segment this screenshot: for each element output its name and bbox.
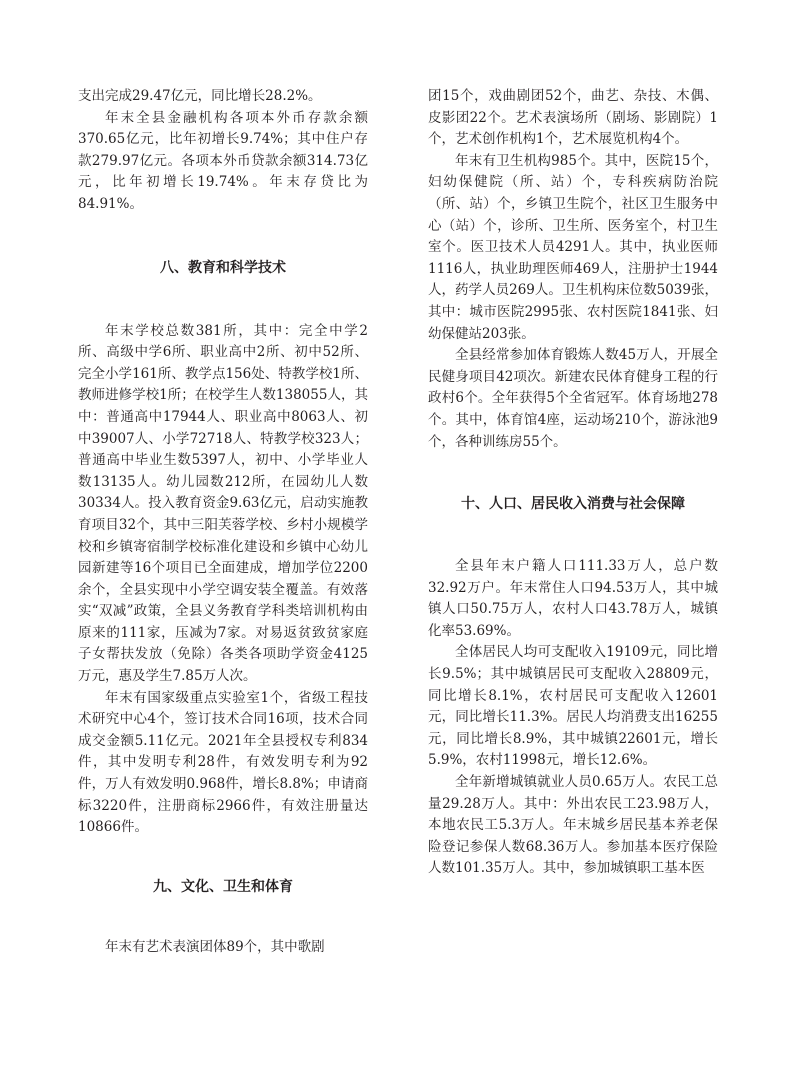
paragraph-employment-insurance: 全年新增城镇就业人员0.65万人。农民工总量29.28万人。其中：外出农民工23.98万人，本地农民工5.3万人。年末城乡居民基本养老保险登记参保人数68.36万人。参加基本医疗保险人数101.35万人。其中，参加城镇职工基本医 <box>428 774 718 877</box>
heading-population-income: 十、人口、居民收入消费与社会保障 <box>461 496 685 513</box>
heading-culture-health-sports: 九、文化、卫生和体育 <box>153 878 293 895</box>
paragraph-art-troupes: 年末有艺术表演团体89个，其中歌剧 <box>105 938 325 955</box>
paragraph-population: 全县年末户籍人口111.33万人，总户数32.92万户。年末常住人口94.53万人，其中城镇人口50.75万人，农村人口43.78万人，城镇化率53.69%。 <box>428 558 718 639</box>
heading-education-science: 八、教育和科学技术 <box>160 259 286 276</box>
left-column <box>78 86 368 958</box>
paragraph-health-institutions: 年末有卫生机构985个。其中，医院15个，妇幼保健院（所、站）个，专科疾病防治院（所、站）个，乡镇卫生院个，社区卫生服务中心（站）个，诊所、卫生所、医务室个，村卫生室个。医卫技术人员4291人。其中，执业医师1116人，执业助理医师469人，注册护士1944人，药学人员269人。卫生机构床位数5039张，其中：城市医院2995张、农村医院1841张、妇幼保健站203张。 <box>428 152 718 342</box>
paragraph-science-technology: 年末有国家级重点实验室1个，省级工程技术研究中心4个，签订技术合同16项，技术合同成交金额5.11亿元。2021年全县授权专利834件，其中发明专利28件，有效发明专利为92件，万人有效发明0.968件，增长8.8%；申请商标3220件，注册商标2966件，有效注册量达10866件。 <box>78 689 368 836</box>
paragraph-financial-deposits: 年末全县金融机构各项本外币存款余额370.65亿元，比年初增长9.74%；其中住户存款279.97亿元。各项本外币贷款余额314.73亿元，比年初增长19.74%。年末存贷比为84.91%。 <box>78 109 368 212</box>
paragraph-art-troupes-continued: 团15个，戏曲剧团52个，曲艺、杂技、木偶、皮影团22个。艺术表演场所（剧场、影剧院）1个，艺术创作机构1个，艺术展览机构4个。 <box>428 88 718 148</box>
paragraph-income-consumption: 全体居民人均可支配收入19109元，同比增长9.5%；其中城镇居民可支配收入28809元，同比增长8.1%，农村居民可支配收入12601元，同比增长11.3%。居民人均消费支出16255元，同比增长8.9%，其中城镇22601元，增长5.9%，农村11998元，增长12.6%。 <box>428 644 718 769</box>
right-column <box>428 86 718 880</box>
paragraph-fiscal-expenditure: 支出完成29.47亿元，同比增长28.2%。 <box>78 88 322 104</box>
paragraph-schools: 年末学校总数381所，其中：完全中学2所、高级中学6所、职业高中2所、初中52所、完全小学161所、教学点156处、特教学校1所、教师进修学校1所；在校学生人数138055人，其中：普通高中17944人、职业高中8063人、初中39007人、小学72718人、特教学校323人；普通高中毕业生数5397人，初中、小学毕业人数13135人。幼儿园数212所，在园幼儿人数30334人。投入教育资金9.63亿元，启动实施教育项目32个，其中三阳芙蓉学校、乡村小规模学校和乡镇寄宿制学校标准化建设和乡镇中心幼儿园新建等16个项目已全面建成，增加学位2200余个，全县实现中小学空调安装全覆盖。有效落实“双减”政策，全县义务教育学科类培训机构由原来的111家，压减为7家。对易返贫致贫家庭子女帮扶发放（免除）各类各项助学资金4125万元，惠及学生7.85万人次。 <box>78 322 368 685</box>
paragraph-sports: 全县经常参加体育锻炼人数45万人，开展全民健身项目42项次。新建农民体育健身工程的行政村6个。全年获得5个全省冠军。体育场地278个。其中，体育馆4座，运动场210个，游泳池9个，各种训练房55个。 <box>428 347 718 450</box>
